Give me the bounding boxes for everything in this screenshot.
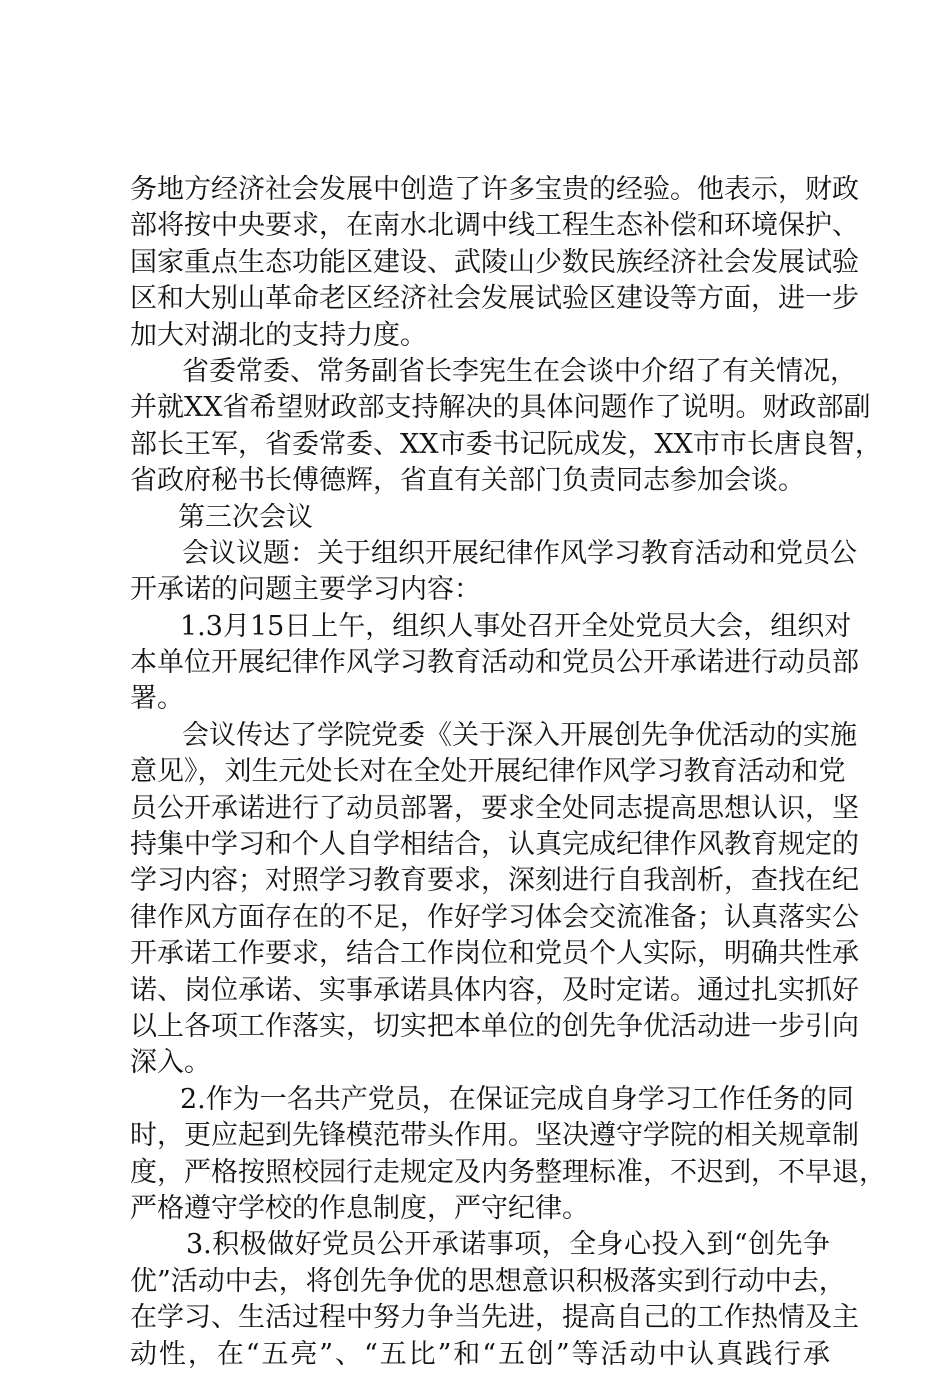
paragraph-finance-support (130, 172, 859, 354)
text-line: 1.3月15日上午，组织人事处召开全处党员大会，组织对 (180, 610, 852, 642)
text-line: 时，更应起到先锋模范带头作用。坚决遵守学院的相关规章制 (130, 1120, 859, 1152)
text-line: 国家重点生态功能区建设、武陵山少数民族经济社会发展试验 (130, 246, 859, 278)
paragraph-meeting-attendees (130, 354, 882, 500)
text-line: 加大对湖北的支持力度。 (130, 319, 427, 351)
text-line: 意见》，刘生元处长对在全处开展纪律作风学习教育活动和党 (130, 756, 846, 788)
text-line: 会议传达了学院党委《关于深入开展创先争优活动的实施 (182, 719, 857, 751)
text-line: 严格遵守学校的作息制度，严守纪律。 (130, 1192, 589, 1224)
paragraph-item-3 (130, 1227, 859, 1373)
heading-text: 第三次会议 (178, 501, 313, 533)
text-line: 区和大别山革命老区经济社会发展试验区建设等方面，进一步 (130, 283, 859, 315)
paragraph-item-2 (130, 1082, 886, 1228)
paragraph-item-1 (130, 609, 859, 718)
document-body (130, 172, 886, 1373)
text-line: 2.作为一名共产党员，在保证完成自身学习工作任务的同 (180, 1083, 854, 1115)
text-line: 部将按中央要求，在南水北调中线工程生态补偿和环境保护、 (130, 210, 859, 242)
text-line: 会议议题：关于组织开展纪律作风学习教育活动和党员公 (182, 537, 857, 569)
text-line: 律作风方面存在的不足，作好学习体会交流准备；认真落实公 (130, 901, 859, 933)
text-line: 省委常委、常务副省长李宪生在会谈中介绍了有关情况， (182, 355, 857, 387)
text-line: 员公开承诺进行了动员部署，要求全处同志提高思想认识，坚 (130, 792, 859, 824)
text-line: 度，严格按照校园行走规定及内务整理标准，不迟到，不早退， (130, 1156, 886, 1188)
text-line: 以上各项工作落实，切实把本单位的创先争优活动进一步引向 (130, 1010, 859, 1042)
text-line: 持集中学习和个人自学相结合，认真完成纪律作风教育规定的 (130, 829, 859, 861)
text-line: 务地方经济社会发展中创造了许多宝贵的经验。他表示，财政 (130, 174, 859, 205)
section-heading (130, 500, 830, 536)
paragraph-meeting-topic (130, 536, 857, 609)
text-line: 学习内容；对照学习教育要求，深刻进行自我剖析，查找在纪 (130, 865, 859, 897)
text-line: 并就XX省希望财政部支持解决的具体问题作了说明。财政部副 (130, 392, 871, 424)
paragraph-meeting-conveyed (130, 718, 859, 1082)
text-line: 深入。 (130, 1047, 211, 1079)
text-line: 3.积极做好党员公开承诺事项，全身心投入到“创先争 (186, 1229, 830, 1261)
text-line: 开承诺工作要求，结合工作岗位和党员个人实际，明确共性承 (130, 938, 859, 970)
text-line: 省政府秘书长傅德辉，省直有关部门负责同志参加会谈。 (130, 465, 805, 497)
text-line: 部长王军，省委常委、XX市委书记阮成发，XX市市长唐良智， (130, 428, 882, 460)
text-line: 动性，在“五亮”、“五比”和“五创”等活动中认真践行承 (130, 1338, 830, 1370)
text-line: 诺、岗位承诺、实事承诺具体内容，及时定诺。通过扎实抓好 (130, 974, 859, 1006)
text-line: 本单位开展纪律作风学习教育活动和党员公开承诺进行动员部 (130, 647, 859, 679)
text-line: 署。 (130, 683, 184, 715)
text-line: 优”活动中去，将创先争优的思想意识积极落实到行动中去， (130, 1265, 846, 1297)
text-line: 在学习、生活过程中努力争当先进，提高自己的工作热情及主 (130, 1302, 859, 1334)
text-line: 开承诺的问题主要学习内容： (130, 574, 481, 606)
